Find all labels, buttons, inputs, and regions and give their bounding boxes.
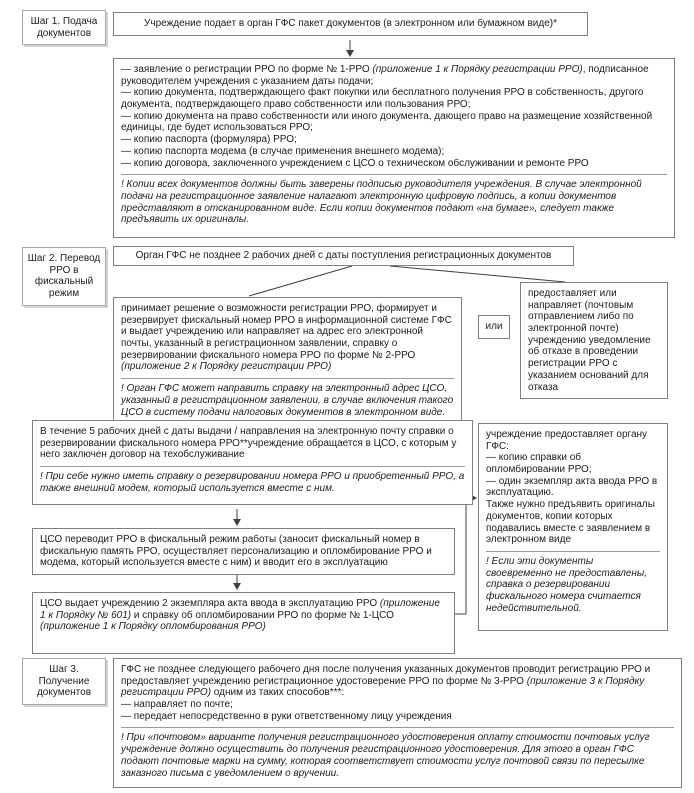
doc-item: — копию паспорта (формуляра) РРО; <box>121 134 297 146</box>
step1-label-box <box>22 10 106 45</box>
submit-docs-extra: Также нужно предъявить оригиналы документов, копии которых подавались вместе с заявлением в электронном виде <box>486 499 655 546</box>
fiscal-mode-text: ЦСО переводит РРО в фискальный режим работы (заносит фискальный номер в фискальную память РРО, осуществляет персонализацию и опломбирование РРО и модема, который используется вместе с ним) и вводит его в эксплуатацию <box>40 534 432 569</box>
act-issue-text: ЦСО выдает учреждению 2 экземпляра акта ввода в эксплуатацию РРО (приложение 1 к Порядку № 601) и справку об опломбировании РРО по форме № 1-ЦСО (приложение 1 к Порядку опломбирования РРО) <box>40 598 440 633</box>
divider <box>121 727 674 728</box>
step2-refuse-text: предоставляет или направляет (почтовым отправлением либо по электронной почте) учреждению уведомление об отказе в проведении регистрации РРО с указанием оснований для отказа <box>528 288 651 393</box>
visit-cso-box <box>32 420 473 505</box>
step1-docs-box <box>113 58 675 238</box>
step2-approve-box <box>113 297 462 424</box>
fiscal-mode-box <box>32 528 455 575</box>
arrow-fiscal-to-act <box>233 574 241 590</box>
doc-item: — копию документа на право собственности или иного документа, дающего право на размещение хозяйственной единицы, где будет использоваться РРО; <box>121 110 653 134</box>
submit-docs-note: ! Если эти документы своевременно не предоставлены, справка о резервировании фискального номера считается недействительной. <box>486 555 648 614</box>
doc-item: — копию договора, заключенного учреждением с ЦСО о техническом обслуживании и ремонте РРО <box>121 157 589 169</box>
diagonal-line-to-left-box <box>249 266 352 296</box>
step3-label: Шаг 3. Получение документов <box>36 664 92 699</box>
elbow-connector-act-to-submit <box>455 494 477 614</box>
doc-item: — заявление о регистрации РРО по форме № 1-РРО (приложение 1 к Порядку регистрации РРО), подписанное руководителем учреждения с указанием даты подачи; <box>121 64 649 87</box>
act-issue-box <box>32 592 455 654</box>
doc-item: — копию документа, подтверждающего факт покупки или бесплатного получения РРО в собственность, другого документа, подтверждающего право собственности или пользования РРО; <box>121 87 644 111</box>
submit-doc-item: — копию справки об опломбировании РРО; <box>486 452 592 476</box>
step3-label-box <box>22 658 106 705</box>
step2-header-box <box>113 246 574 266</box>
step3-box <box>113 658 682 788</box>
visit-cso-text: В течение 5 рабочих дней с даты выдачи / направления на электронную почту справки о резервировании фискального номера РРО**учреждение обращается в ЦСО, с которым у него заключен договор на техобслуживание <box>40 426 457 461</box>
step2-label: Шаг 2. Перевод РРО в фискальный режим <box>27 253 101 300</box>
step3-note: ! При «почтовом» варианте получения регистрационного удостоверения оплату стоимости почтовых услуг учреждение должно осуществить до получения регистрационного удостоверения. Для этого в орган ГФС подают почтовые марки на сумму, которая соответствует стоимости услуг почтовой связи по пересылке заказного письма с уведомлением о вручении. <box>121 732 650 779</box>
divider <box>121 174 667 175</box>
arrow-step1-header-to-docs <box>346 40 354 57</box>
divider <box>486 551 660 552</box>
step3-item: — передает непосредственно в руки ответственному лицу учреждения <box>121 710 452 722</box>
divider <box>121 378 454 379</box>
or-box <box>478 315 510 339</box>
step1-header-text: Учреждение подает в орган ГФС пакет документов (в электронном или бумажном виде)* <box>144 18 557 29</box>
step2-header-text: Орган ГФС не позднее 2 рабочих дней с даты поступления регистрационных документов <box>135 250 552 261</box>
or-label: или <box>485 321 503 332</box>
step2-refuse-box <box>520 282 668 399</box>
step2-approve-text: принимает решение о возможности регистрации РРО, формирует и резервирует фискальный номер РРО в информационной системе ГФС и выдает учреждению или направляет на адрес его электронной почты, указанный в регистрационном заявлении, справку о резервировании фискального номера РРО по форме № 2-РРО (приложение 2 к Порядку регистрации РРО) <box>121 303 452 373</box>
step2-approve-note: ! Орган ГФС может направить справку на электронный адрес ЦСО, указанный в регистрационном заявлении, в случае включения такого ЦСО в систему подачи налоговых документов в электронном виде. <box>121 383 454 418</box>
step2-label-box <box>22 247 106 306</box>
step1-label: Шаг 1. Подача документов <box>30 16 98 39</box>
submit-docs-box <box>478 423 668 631</box>
diagonal-line-to-right-box <box>390 266 565 282</box>
divider <box>40 466 465 467</box>
submit-docs-intro: учреждение предоставляет органу ГФС: <box>486 429 648 452</box>
step1-header-box <box>113 12 588 36</box>
arrow-visit-to-fiscal <box>233 509 241 526</box>
step3-item: — направляет по почте; <box>121 699 233 711</box>
step3-text: ГФС не позднее следующего рабочего дня после получения указанных документов проводит регистрацию РРО и предоставляет учреждению регистрационное удостоверение РРО по форме № 3-РРО (приложение 3 к Порядку регистрации РРО) одним из таких способов***: <box>121 664 651 699</box>
visit-cso-note: ! При себе нужно иметь справку о резервировании номера РРО и приобретенный РРО, а также внешний модем, который используется вместе с ним. <box>40 471 465 494</box>
doc-item: — копию паспорта модема (в случае применения внешнего модема); <box>121 145 445 157</box>
step1-note: ! Копии всех документов должны быть заверены подписью руководителя учреждения. В случае электронной подачи на регистрационное заявление налагают электронную цифровую подпись, а копии документов представляют в отсканированном виде. Если копии документов подают «на бумаге», следует также предъявить их оригиналы. <box>121 179 642 226</box>
submit-doc-item: — один экземпляр акта ввода РРО в эксплуатацию. <box>486 475 658 499</box>
